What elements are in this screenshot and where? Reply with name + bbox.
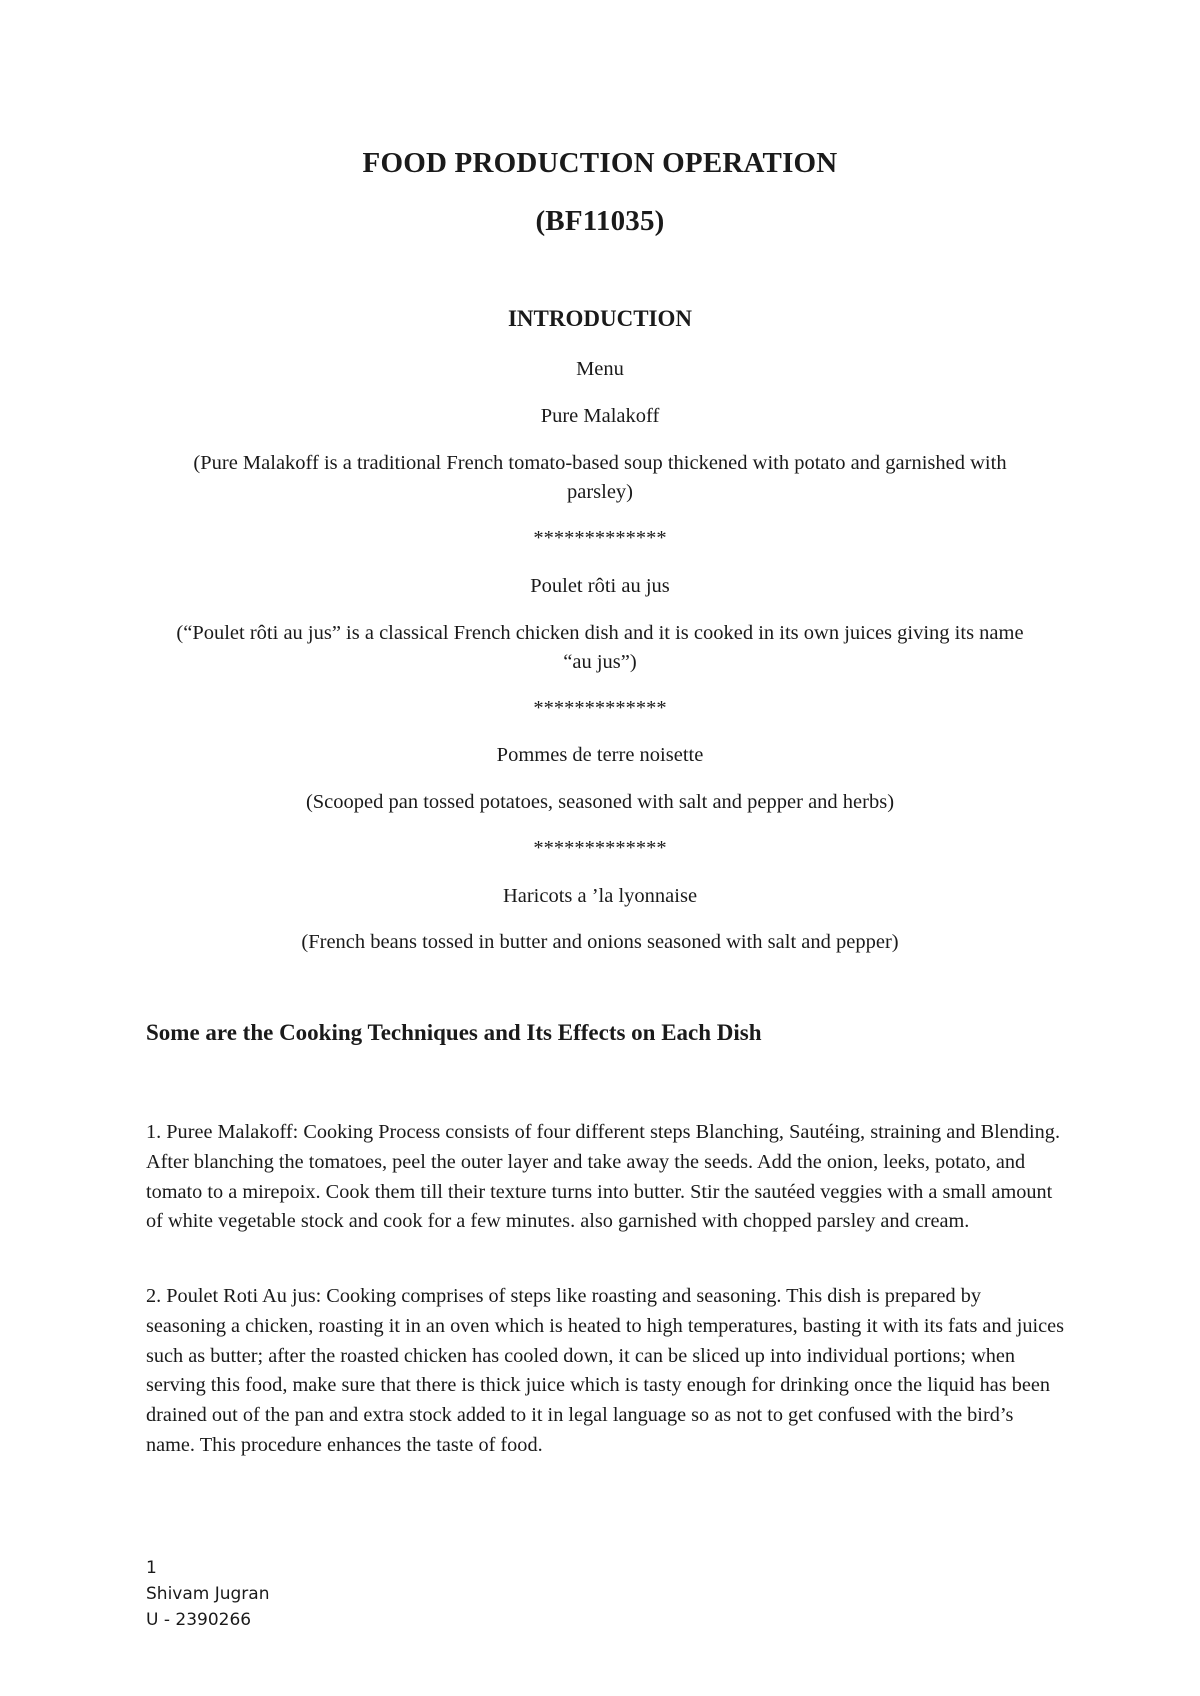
dish-2-name: Poulet rôti au jus bbox=[530, 575, 670, 597]
introduction-heading: INTRODUCTION bbox=[507, 306, 693, 331]
student-id: U - 2390266 bbox=[146, 1610, 252, 1630]
page-number: 1 bbox=[146, 1558, 157, 1578]
paragraph-poulet-roti: 2. Poulet Roti Au jus: Cooking comprises of steps like roasting and seasoning. This dish is prepared by seasoning a chicken, roasting it in an oven which is heated to high temperatures, basting it with its fats and juices such as butter; after the roasted chicken has cooled down, it can be sliced up into individual portions; when serving this food, make sure that there is thick juice which is tasty enough for drinking once the liquid has been drained out of the pan and extra stock added to it in legal language so as not to get confused with the bird’s name. This procedure enhances the taste of food. bbox=[146, 1285, 1065, 1456]
menu-separator: ************* bbox=[533, 527, 667, 549]
course-code: (BF11035) bbox=[535, 205, 665, 237]
author-name: Shivam Jugran bbox=[146, 1584, 270, 1604]
dish-1-description: (Pure Malakoff is a traditional French tomato-based soup thickened with potato and garnished with parsley) bbox=[193, 452, 1007, 503]
page-footer bbox=[146, 1555, 270, 1633]
dish-4-name: Haricots a ’la lyonnaise bbox=[502, 885, 698, 907]
dish-3-description: (Scooped pan tossed potatoes, seasoned with salt and pepper and herbs) bbox=[305, 791, 895, 813]
section-heading: Some are the Cooking Techniques and Its Effects on Each Dish bbox=[146, 1020, 762, 1045]
dish-2-description: (“Poulet rôti au jus” is a classical French chicken dish and it is cooked in its own juices giving its name “au jus”) bbox=[176, 622, 1024, 673]
paragraph-puree-malakoff: 1. Puree Malakoff: Cooking Process consists of four different steps Blanching, Sautéing, straining and Blending. After blanching the tomatoes, peel the outer layer and take away the seeds. Add the onion, leeks, potato, and tomato to a mirepoix. Cook them till their texture turns into butter. Stir the sautéed veggies with a small amount of white vegetable stock and cook for a few minutes. also garnished with chopped parsley and cream. bbox=[146, 1121, 1061, 1233]
dish-3-name: Pommes de terre noisette bbox=[496, 744, 704, 766]
dish-4-description: (French beans tossed in butter and onions seasoned with salt and pepper) bbox=[301, 931, 899, 953]
menu-separator: ************* bbox=[533, 837, 667, 859]
menu-separator: ************* bbox=[533, 697, 667, 719]
dish-1-name: Pure Malakoff bbox=[540, 405, 660, 427]
document-title: FOOD PRODUCTION OPERATION bbox=[362, 147, 838, 179]
menu-label: Menu bbox=[576, 358, 624, 380]
